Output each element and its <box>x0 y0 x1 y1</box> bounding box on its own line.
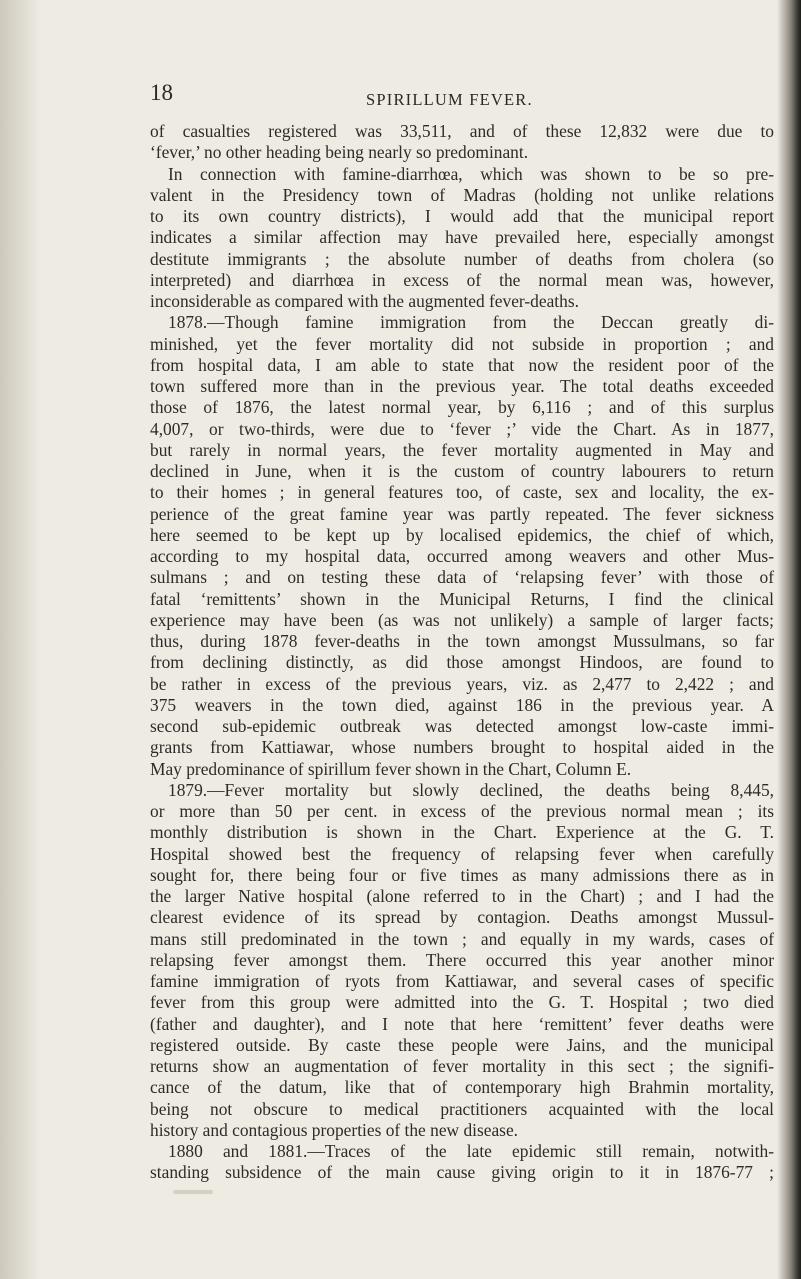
page-edge-shadow-right <box>777 0 801 1279</box>
text-line: sulmans ; and on testing these data of ‘relapsing fever’ with those of <box>150 567 774 588</box>
text-line: being not obscure to medical practitioners acquainted with the local <box>150 1098 774 1119</box>
text-line: 375 weavers in the town died, against 186 in the previous year. A <box>150 694 774 715</box>
text-line: minished, yet the fever mortality did not subside in proportion ; and <box>150 333 774 354</box>
paper-smudge <box>173 1190 213 1194</box>
text-line: 4,007, or two-thirds, were due to ‘fever ;’ vide the Chart. As in 1877, <box>150 418 774 439</box>
text-line: second sub-epidemic outbreak was detected amongst low-caste immi- <box>150 716 774 736</box>
text-line: but rarely in normal years, the fever mortality augmented in May and <box>150 439 774 460</box>
text-line: destitute immigrants ; the absolute number of deaths from cholera (so <box>150 248 774 269</box>
text-line: mans still predominated in the town ; and equally in my wards, cases of <box>150 928 774 949</box>
text-line: 1878.—Though famine immigration from the Deccan greatly di- <box>168 312 774 333</box>
text-line: of casualties registered was 33,511, and of these 12,832 were due to <box>150 121 774 141</box>
text-line: indicates a similar affection may have prevailed here, especially amongst <box>150 227 774 248</box>
text-line: clearest evidence of its spread by contagion. Deaths amongst Mussul- <box>150 907 774 928</box>
text-line: valent in the Presidency town of Madras (holding not unlike relations <box>150 184 774 205</box>
page-number: 18 <box>150 80 173 105</box>
body-text <box>150 121 774 1184</box>
text-line: In connection with famine-diarrhœa, which was shown to be so pre- <box>168 163 774 184</box>
text-line: according to my hospital data, occurred among weavers and other Mus- <box>150 546 774 566</box>
text-line: to its own country districts), I would add that the municipal report <box>150 206 774 226</box>
text-line: Hospital showed best the frequency of relapsing fever when carefully <box>150 843 774 864</box>
text-line: or more than 50 per cent. in excess of the previous normal mean ; its <box>150 801 774 821</box>
text-line: those of 1876, the latest normal year, by 6,116 ; and of this surplus <box>150 397 774 418</box>
text-line: be rather in excess of the previous years, viz. as 2,477 to 2,422 ; and <box>150 673 774 694</box>
text-line: cance of the datum, like that of contemporary high Brahmin mortality, <box>150 1077 774 1098</box>
text-line: fatal ‘remittents’ shown in the Municipal Returns, I find the clinical <box>150 588 774 609</box>
text-line: the larger Native hospital (alone referred to in the Chart) ; and I had the <box>150 886 774 906</box>
text-line: town suffered more than in the previous year. The total deaths exceeded <box>150 376 774 396</box>
page-header <box>150 80 770 110</box>
text-line: 1880 and 1881.—Traces of the late epidemic still remain, notwith- <box>168 1141 774 1161</box>
text-line: declined in June, when it is the custom of country labourers to return <box>150 461 774 481</box>
text-line: sought for, there being four or five times as many admissions there as in <box>150 864 774 885</box>
text-line: history and contagious properties of the new disease. <box>150 1119 519 1140</box>
text-line: ‘fever,’ no other heading being nearly so predominant. <box>150 142 529 163</box>
text-line: experience may have been (as was not unlikely) a sample of larger facts; <box>150 609 774 630</box>
text-line: relapsing fever amongst them. There occurred this year another minor <box>150 949 774 970</box>
text-line: from declining distinctly, as did those amongst Hindoos, are found to <box>150 652 774 673</box>
text-line: grants from Kattiawar, whose numbers brought to hospital aided in the <box>150 737 774 758</box>
text-line: perience of the great famine year was partly repeated. The fever sickness <box>150 503 774 524</box>
text-line: returns show an augmentation of fever mortality in this sect ; the signifi- <box>150 1056 774 1076</box>
text-line: 1879.—Fever mortality but slowly declined, the deaths being 8,445, <box>168 779 774 800</box>
text-line: May predominance of spirillum fever shown in the Chart, Column E. <box>150 758 632 779</box>
text-line: fever from this group were admitted into the G. T. Hospital ; two died <box>150 992 774 1013</box>
text-line: interpreted) and diarrhœa in excess of the normal mean was, however, <box>150 269 774 290</box>
text-line: from hospital data, I am able to state that now the resident poor of the <box>150 354 774 375</box>
page-edge-stain-left <box>0 0 40 1279</box>
text-line: thus, during 1878 fever-deaths in the town amongst Mussulmans, so far <box>150 631 774 651</box>
text-line: famine immigration of ryots from Kattiawar, and several cases of specific <box>150 971 774 991</box>
text-line: to their homes ; in general features too, of caste, sex and locality, the ex- <box>150 482 774 503</box>
text-line: here seemed to be kept up by localised epidemics, the chief of which, <box>150 524 774 545</box>
text-line: inconsiderable as compared with the augmented fever-deaths. <box>150 291 579 311</box>
text-line: monthly distribution is shown in the Chart. Experience at the G. T. <box>150 822 774 843</box>
running-title: SPIRILLUM FEVER. <box>366 90 533 109</box>
text-line: (father and daughter), and I note that here ‘remittent’ fever deaths were <box>150 1013 774 1034</box>
text-line: standing subsidence of the main cause giving origin to it in 1876-77 ; <box>150 1162 774 1183</box>
text-line: registered outside. By caste these people were Jains, and the municipal <box>150 1034 774 1055</box>
